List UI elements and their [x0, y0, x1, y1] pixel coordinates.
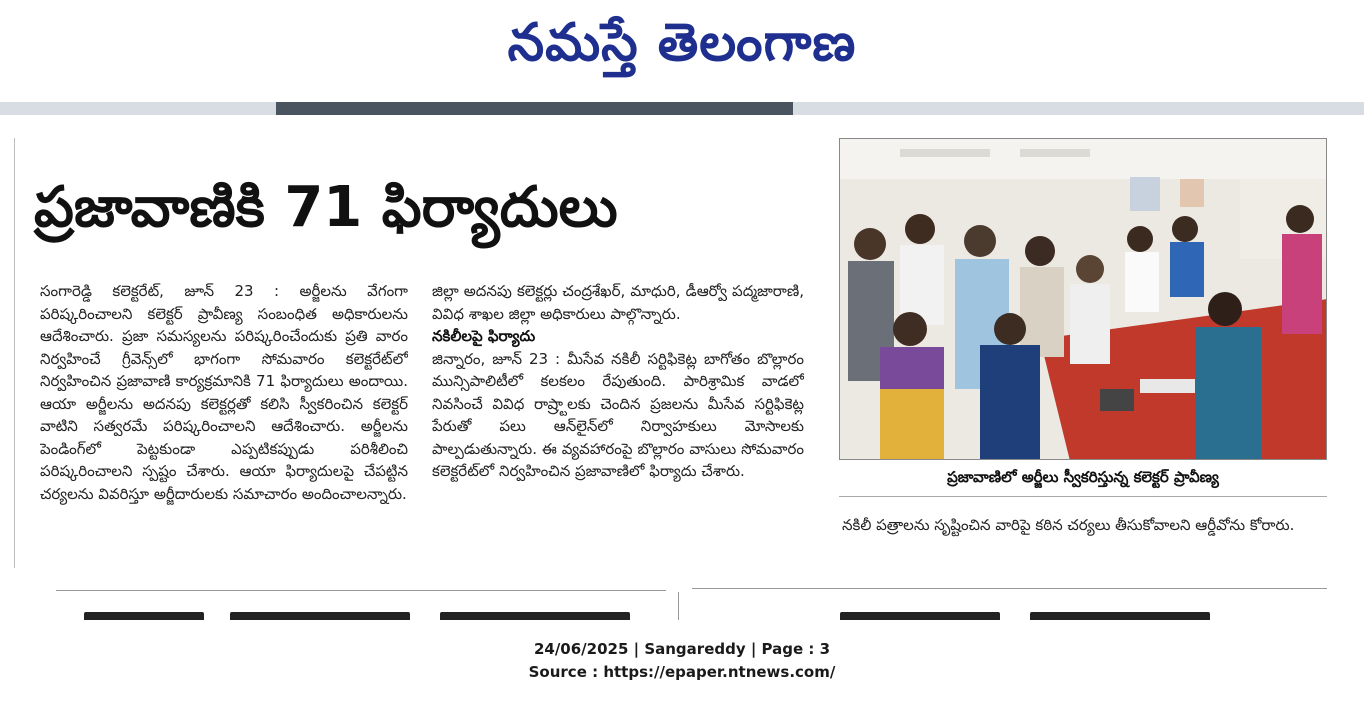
- masthead-title: నమస్తే తెలంగాణ: [507, 13, 857, 73]
- news-photo-illustration: [840, 139, 1327, 460]
- column-divider: [14, 138, 15, 568]
- news-photo: [839, 138, 1327, 460]
- article-sub-story-text: జిన్నారం, జూన్ 23 : మీసేవ నకిలీ సర్టిఫికెట్ల బాగోతం బొల్లారం మున్సిపాలిటీలో కలకలం రేపుతుంది. పారిశ్రామిక వాడలో నివసించే వివిధ రాష్ర్టాలకు చెందిన ప్రజలను మీసేవ సర్టిఫికెట్ల పేరుతో పలు ఆన్‌లైన్‌లో నిర్వాహకులు మోసాలకు పాల్పడుతున్నారు. ఈ వ్యవహారంపై బొల్లారం వాసులు సోమవారం కలెక్టరేట్‌లో నిర్వహించిన ప్రజావాణిలో ఫిర్యాదు చేశారు.: [432, 349, 804, 480]
- article-note-text: నకిలీ పత్రాలను సృష్టించిన వారిపై కఠిన చర్యలు తీసుకోవాలని ఆర్డీవోను కోరారు.: [842, 516, 1295, 534]
- article-column-1: [40, 280, 408, 572]
- edition-info: 24/06/2025 | Sangareddy | Page : 3: [533, 640, 831, 658]
- section-divider: [692, 588, 1327, 589]
- article-body-text-continued: జిల్లా అదనపు కలెక్టర్లు చంద్రశేఖర్, మాధురి, డీఆర్వో పద్మజారాణి, వివిధ శాఖల జిల్లా అధికారులు పాల్గొన్నారు.: [432, 282, 804, 323]
- section-divider: [56, 590, 666, 591]
- article-body-text: సంగారెడ్డి కలెక్టరేట్, జూన్ 23 : అర్జీలను వేగంగా పరిష్కరించాలని కలెక్టర్ ప్రావీణ్య సంబంధిత అధికారులను ఆదేశించారు. ప్రజా సమస్యలను పరిష్కరించేందుకు ప్రతి వారం నిర్వహించే గ్రీవెన్స్‌లో భాగంగా సోమవారం కలెక్టరేట్‌లో నిర్వహించిన ప్రజావాణి కార్యక్రమానికి 71 ఫిర్యాదులు అందాయి. ఆయా అర్జీలను అదనపు కలెక్టర్లతో కలిసి స్వీకరించిన కలెక్టర్ వాటిని సత్వరమే పరిష్కరించాలని ఆదేశించారు. అర్జీలను పెండింగ్‌లో పెట్టకుండా ఎప్పటికప్పుడు పరిశీలించి పరిష్కరించాలని స్పష్టం చేశారు. ఆయా ఫిర్యాదులపై చేపట్టిన చర్యలను వివరిస్తూ అర్జీదారులకు సమాచారం అందించాలన్నారు.: [40, 282, 408, 503]
- masthead: [0, 0, 1364, 100]
- source-link[interactable]: Source : https://epaper.ntnews.com/: [528, 663, 836, 681]
- article-column-2: [432, 280, 804, 572]
- article-headline: ప్రజావాణికి 71 ఫిర్యాదులు: [34, 175, 618, 240]
- masthead-rule-accent: [276, 102, 793, 115]
- page-footer: [0, 638, 1364, 684]
- photo-caption: ప్రజావాణిలో అర్జీలు స్వీకరిస్తున్న కలెక్టర్ ప్రావీణ్య: [839, 461, 1327, 497]
- article-subhead: నకిలీలపై ఫిర్యాదు: [432, 327, 536, 345]
